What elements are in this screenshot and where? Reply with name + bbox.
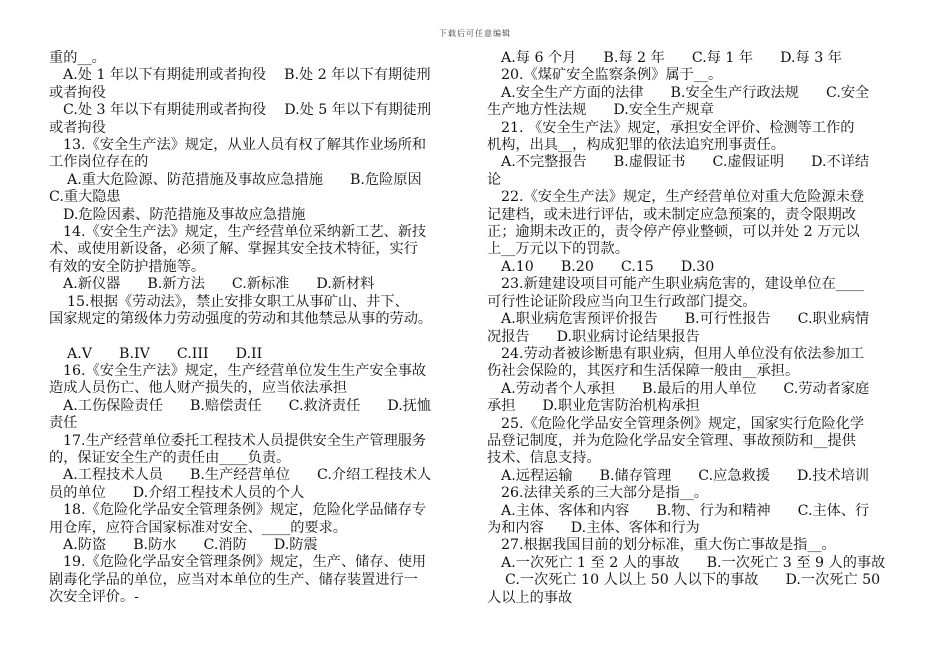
text-line: 22.《安全生产法》规定，生产经营单位对重大危险源未登: [501, 189, 865, 206]
text-line: A.重大危险源、防范措施及事故应急措施 B.危险原因: [67, 171, 422, 188]
text-line: C.一次死亡 10 人以上 50 人以下的事故 D.一次死亡 50: [505, 572, 881, 589]
text-line: 14.《安全生产法》规定，生产经营单位采纳新工艺、新技: [63, 224, 427, 241]
text-line: 27.根据我国目前的划分标准，重大伤亡事故是指__。: [501, 537, 836, 554]
text-line: 或者拘役: [49, 119, 106, 136]
text-line: [49, 329, 469, 346]
text-line: A.10 B.20 C.15 D.30: [501, 258, 715, 275]
text-line: D.危险因素、防范措施及事故应急措施: [63, 206, 306, 223]
text-line: 15.根据《劳动法》，禁止安排女职工从事矿山、井下、: [67, 293, 409, 310]
text-line: A.工程技术人员 B.生产经营单位 C.介绍工程技术人: [63, 467, 432, 484]
text-line: A.处 1 年以下有期徒刑或者拘役 B.处 2 年以下有期徒刑: [63, 67, 431, 84]
text-line: 论: [487, 171, 502, 188]
text-line: A.一次死亡 1 至 2 人的事故 B.一次死亡 3 至 9 人的事故: [501, 554, 886, 571]
left-column: [49, 50, 469, 607]
text-line: 有效的安全防护措施等。: [49, 258, 206, 275]
text-line: 况报告 D.职业病讨论结果报告: [487, 328, 700, 345]
text-line: A.主体、客体和内容 B.物、行为和精神 C.主体、行: [501, 502, 870, 519]
text-line: A.安全生产方面的法律 B.安全生产行政法规 C.安全: [501, 84, 870, 101]
page-header: 下载后可任意编辑: [439, 29, 511, 38]
text-line: A.远程运输 B.储存管理 C.应急救援 D.技术培训: [501, 467, 870, 484]
text-line: 21. 《安全生产法》规定，承担安全评价、检测等工作的: [501, 119, 855, 136]
text-line: 生产地方性法规 D.安全生产规章: [487, 102, 714, 119]
text-line: 19.《危险化学品安全管理条例》规定，生产、储存、使用: [63, 554, 427, 571]
text-line: 13.《安全生产法》规定，从业人员有权了解其作业场所和: [63, 137, 427, 154]
text-line: 责任: [49, 415, 78, 432]
text-line: C.处 3 年以下有期徒刑或者拘役 D.处 5 年以下有期徒刑: [63, 102, 432, 119]
text-line: A.V B.IV C.III D.II: [67, 345, 263, 362]
text-line: 人以上的事故: [487, 589, 573, 606]
text-line: 16.《安全生产法》规定，生产经营单位发生生产安全事故: [63, 362, 427, 379]
text-line: 24.劳动者被诊断患有职业病，但用人单位没有依法参加工: [501, 345, 865, 362]
text-line: 17.生产经营单位委托工程技术人员提供安全生产管理服务: [63, 432, 427, 449]
text-line: 20.《煤矿安全监察条例》属于__。: [501, 67, 723, 84]
text-line: 国家规定的第级体力劳动强度的劳动和其他禁忌从事的劳动。: [49, 311, 433, 328]
text-line: 次安全评价。-: [49, 589, 139, 606]
text-line: 或者拘役: [49, 84, 106, 101]
right-column: [487, 50, 905, 607]
text-line: 的，保证安全生产的责任由____负责。: [49, 449, 291, 466]
text-line: 重的__。: [49, 50, 106, 66]
text-line: 为和内容 D.主体、客体和行为: [487, 519, 700, 536]
text-line: A.不完整报告 B.虚假证书 C.虚假证明 D.不详结: [501, 154, 870, 171]
text-line: 记建档，或未进行评估，或未制定应急预案的，责令限期改: [487, 206, 856, 223]
text-line: 造成人员伤亡、他人财产损失的，应当依法承担: [49, 380, 347, 397]
text-line: A.职业病危害预评价报告 B.可行性报告 C.职业病情: [501, 311, 870, 328]
text-line: A.防盗 B.防水 C.消防 D.防震: [63, 536, 318, 553]
text-line: 25.《危险化学品安全管理条例》规定，国家实行危险化学: [501, 415, 865, 432]
text-line: 正；逾期未改正的，责令停产停业整顿，可以并处 2 万元以: [487, 224, 860, 241]
text-line: 品登记制度，并为危险化学品安全管理、事故预防和__提供: [487, 432, 856, 449]
text-line: 26.法律关系的三大部分是指__。: [501, 485, 709, 502]
text-line: 承担 D.职业危害防治机构承担: [487, 398, 700, 415]
text-line: 可行性论证阶段应当向卫生行政部门提交。: [487, 293, 757, 310]
text-line: A.工伤保险责任 B.赔偿责任 C.救济责任 D.抚恤: [63, 397, 432, 414]
text-line: 工作岗位存在的: [49, 154, 149, 171]
text-line: 18.《危险化学品安全管理条例》规定，危险化学品储存专: [63, 502, 427, 519]
text-line: 用仓库，应符合国家标准对安全、____的要求。: [49, 519, 347, 536]
text-line: 23.新建建设项目可能产生职业病危害的，建设单位在____: [501, 276, 865, 293]
text-line: 员的单位 D.介绍工程技术人员的个人: [49, 484, 305, 501]
text-line: A.新仪器 B.新方法 C.新标准 D.新材料: [63, 276, 375, 293]
text-line: C.重大隐患: [49, 189, 121, 206]
text-line: 技术、信息支持。: [487, 450, 601, 467]
text-line: A.劳动者个人承担 B.最后的用人单位 C.劳动者家庭: [501, 380, 870, 397]
text-line: 术、或使用新设备，必须了解、掌握其安全技术特征，实行: [49, 241, 418, 258]
text-line: 伤社会保险的，其医疗和生活保障一般由__承担。: [487, 363, 800, 380]
text-line: 机构，出具__，构成犯罪的依法追究刑事责任。: [487, 137, 785, 154]
text-line: 上__万元以下的罚款。: [487, 241, 629, 258]
text-line: A.每 6 个月 B.每 2 年 C.每 1 年 D.每 3 年: [501, 50, 842, 66]
text-line: 剧毒化学品的单位，应当对本单位的生产、储存装置进行一: [49, 571, 418, 588]
